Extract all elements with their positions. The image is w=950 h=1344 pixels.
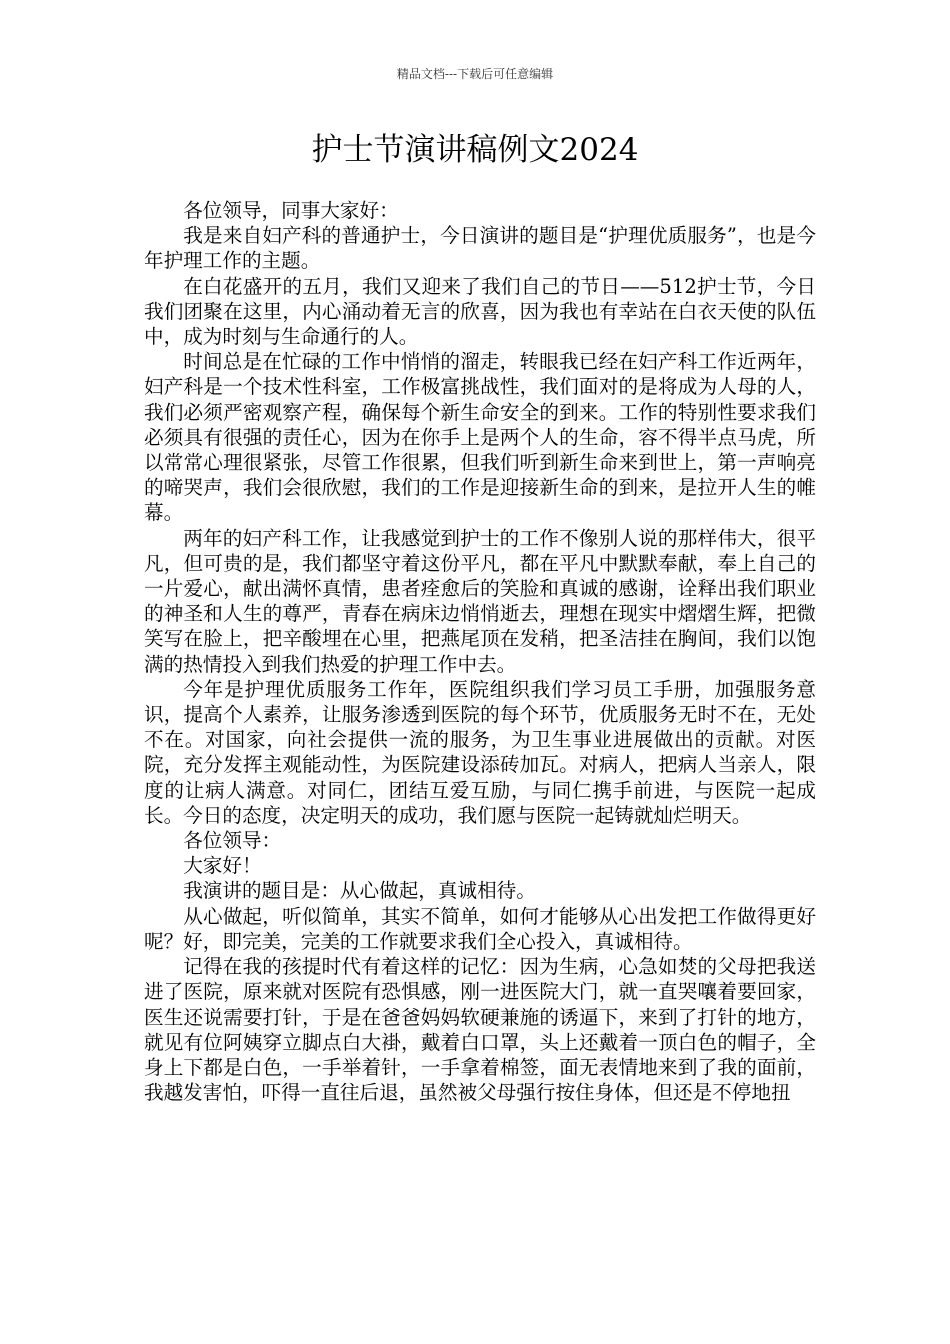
paragraph: 从心做起，听似简单，其实不简单，如何才能够从心出发把工作做得更好呢？好，即完美，完美的工作就要求我们全心投入，真诚相待。 <box>144 904 816 953</box>
paragraph: 时间总是在忙碌的工作中悄悄的溜走，转眼我已经在妇产科工作近两年，妇产科是一个技术性科室，工作极富挑战性，我们面对的是将成为人母的人，我们必须严密观察产程，确保每个新生命安全的到来。工作的特别性要求我们必须具有很强的责任心，因为在你手上是两个人的生命，容不得半点马虎，所以常常心理很紧张，尽管工作很累，但我们听到新生命来到世上，第一声响亮的啼哭声，我们会很欣慰，我们的工作是迎接新生命的到来，是拉开人生的帷幕。 <box>144 350 816 525</box>
paragraph: 各位领导： <box>183 829 282 853</box>
paragraph: 我演讲的题目是：从心做起，真诚相待。 <box>183 879 536 903</box>
document-body <box>144 198 816 1105</box>
paragraph: 今年是护理优质服务工作年，医院组织我们学习员工手册，加强服务意识，提高个人素养，让服务渗透到医院的每个环节，优质服务无时不在，无处不在。对国家，向社会提供一流的服务，为卫生事业进展做出的贡献。对医院，充分发挥主观能动性，为医院建设添砖加瓦。对病人，把病人当亲人，限度的让病人满意。对同仁，团结互爱互励，与同仁携手前进，与医院一起成长。今日的态度，决定明天的成功，我们愿与医院一起铸就灿烂明天。 <box>144 677 816 827</box>
paragraph: 记得在我的孩提时代有着这样的记忆：因为生病，心急如焚的父母把我送进了医院，原来就对医院有恐惧感，刚一进医院大门，就一直哭嚷着要回家，医生还说需要打针，于是在爸爸妈妈软硬兼施的诱逼下，来到了打针的地方，就见有位阿姨穿立脚点白大褂，戴着白口罩，头上还戴着一顶白色的帽子，全身上下都是白色，一手举着针，一手拿着棉签，面无表情地来到了我的面前，我越发害怕，吓得一直往后退，虽然被父母强行按住身体，但还是不停地扭 <box>144 955 816 1105</box>
document-title: 护士节演讲稿例文2024 <box>311 132 639 168</box>
paragraph: 我是来自妇产科的普通护士，今日演讲的题目是“护理优质服务”，也是今年护理工作的主题。 <box>144 224 816 273</box>
paragraph: 两年的妇产科工作，让我感觉到护士的工作不像别人说的那样伟大，很平凡，但可贵的是，我们都坚守着这份平凡，都在平凡中默默奉献，奉上自己的一片爱心，献出满怀真情，患者痊愈后的笑脸和真诚的感谢，诠释出我们职业的神圣和人生的尊严，青春在病床边悄悄逝去，理想在现实中熠熠生辉，把微笑写在脸上，把辛酸埋在心里，把燕尾顶在发稍，把圣洁挂在胸间，我们以饱满的热情投入到我们热爱的护理工作中去。 <box>144 526 816 676</box>
paragraph: 大家好！ <box>183 854 262 878</box>
paragraph: 各位领导，同事大家好： <box>183 199 399 222</box>
paragraph: 在白花盛开的五月，我们又迎来了我们自己的节日——512护士节，今日我们团聚在这里，内心涌动着无言的欣喜，因为我也有幸站在白衣天使的队伍中，成为时刻与生命通行的人。 <box>144 274 816 349</box>
header-note: 精品文档---下载后可任意编辑 <box>396 67 554 81</box>
